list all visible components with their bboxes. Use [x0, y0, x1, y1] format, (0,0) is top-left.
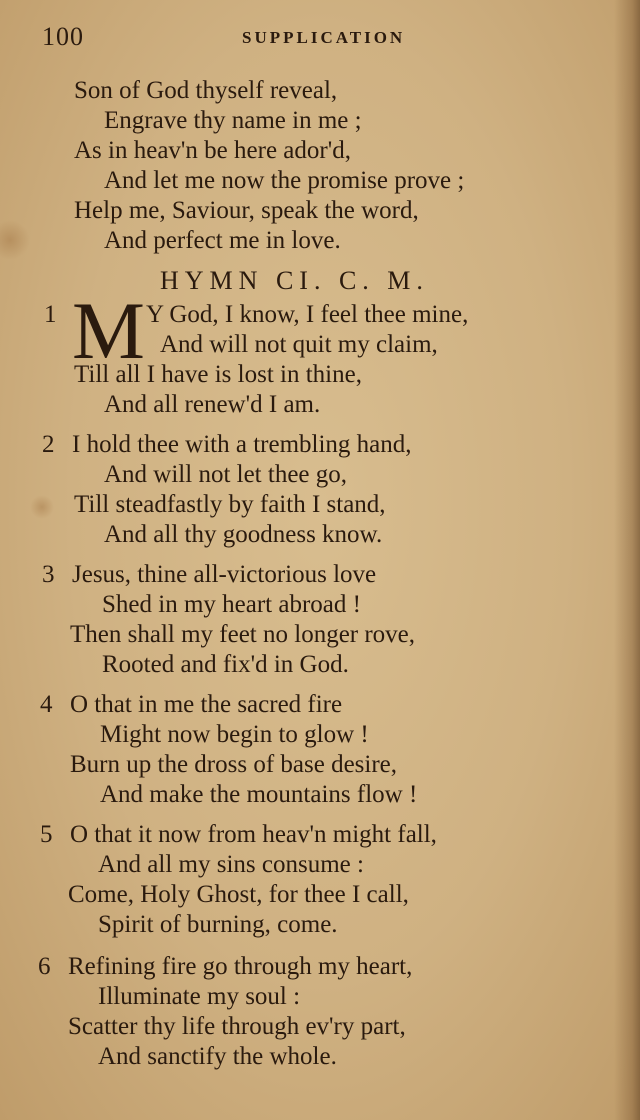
verse-line: And all my sins consume :	[98, 851, 364, 878]
verse-line: Y God, I know, I feel thee mine,	[146, 301, 469, 328]
verse-line: Till all I have is lost in thine,	[74, 361, 362, 388]
verse-line: And let me now the promise prove ;	[104, 167, 465, 194]
running-head: SUPPLICATION	[242, 28, 406, 47]
verse-line: Come, Holy Ghost, for thee I call,	[68, 881, 409, 908]
verse-line: O that it now from heav'n might fall,	[70, 821, 437, 848]
verse-line: And all renew'd I am.	[104, 391, 321, 418]
verse-line: Then shall my feet no longer rove,	[70, 621, 416, 648]
verse-line: Till steadfastly by faith I stand,	[74, 491, 386, 518]
page-header	[0, 22, 640, 62]
verse-line: Burn up the dross of base desire,	[70, 751, 398, 778]
paper-stain	[0, 220, 30, 260]
verse-line: Engrave thy name in me ;	[104, 107, 362, 134]
verse-line: Rooted and fix'd in God.	[102, 651, 349, 678]
verse-line: Scatter thy life through ev'ry part,	[68, 1013, 406, 1040]
verse-line: Son of God thyself reveal,	[74, 77, 338, 104]
verse-line: And perfect me in love.	[104, 227, 341, 254]
stanza-number: 4	[40, 691, 53, 718]
paper-stain	[30, 495, 54, 519]
verse-line: Refining fire go through my heart,	[68, 953, 413, 980]
hymn-title: HYMN CI. C. M.	[160, 266, 429, 295]
stanza-number: 6	[38, 953, 51, 980]
verse-line: And will not quit my claim,	[160, 331, 438, 358]
verse-line: And sanctify the whole.	[98, 1043, 337, 1070]
stanza-number: 3	[42, 561, 55, 588]
stanza-number: 1	[44, 301, 57, 328]
verse-line: Spirit of burning, come.	[98, 911, 338, 938]
verse-line: Shed in my heart abroad !	[102, 591, 361, 618]
page-number: 100	[42, 22, 84, 51]
verse-line: And will not let thee go,	[104, 461, 348, 488]
page-edge-shadow	[614, 0, 640, 1120]
verse-line: Jesus, thine all-victorious love	[72, 561, 377, 588]
verse-line: Illuminate my soul :	[98, 983, 301, 1010]
stanza-number: 2	[42, 431, 55, 458]
stanza-number: 5	[40, 821, 53, 848]
verse-line: As in heav'n be here ador'd,	[74, 137, 351, 164]
verse-line: Help me, Saviour, speak the word,	[74, 197, 419, 224]
verse-line: O that in me the sacred fire	[70, 691, 343, 718]
drop-cap: M	[72, 296, 145, 358]
verse-line: And make the mountains flow !	[100, 781, 418, 808]
verse-line: Might now begin to glow !	[100, 721, 369, 748]
verse-line: I hold thee with a trembling hand,	[72, 431, 412, 458]
verse-line: And all thy goodness know.	[104, 521, 383, 548]
